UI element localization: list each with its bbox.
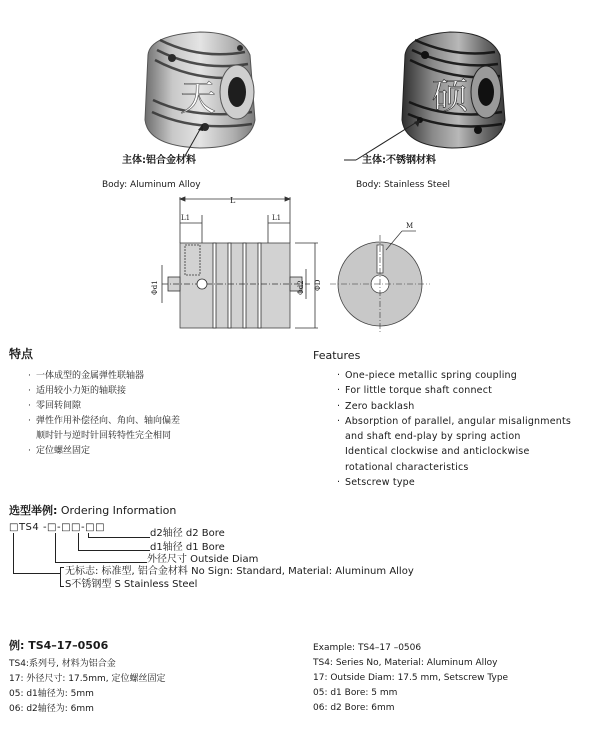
product-label-cn-ss: 主体:不锈钢材料 [362, 155, 436, 166]
ordering-line-d1: d1轴径 d1 Bore [150, 542, 225, 553]
stainless-coupling-image [402, 32, 505, 148]
aluminum-coupling-image [145, 32, 255, 148]
list-item: · 弹性作用补偿径向、角向、轴向偏差 [26, 414, 286, 429]
product-label-en-ss: Body: Stainless Steel [356, 180, 451, 190]
list-item: 顺时针与逆时针回转特性完全相同 [36, 431, 172, 441]
example-en-title: Example: TS4–17 –0506 [313, 643, 422, 653]
dim-L1-right: L1 [272, 214, 282, 222]
ordering-line-d2: d2轴径 d2 Bore [150, 528, 225, 539]
list-item: · 一体成型的金属弹性联轴器 [26, 369, 286, 384]
example-en-line: 05: d1 Bore: 5 mm [313, 688, 398, 698]
list-item: · Zero backlash [335, 399, 580, 414]
dim-D: ΦD [314, 279, 322, 291]
list-item: Identical clockwise and anticlockwise rotational characteristics [345, 446, 530, 473]
ordering-line-diam: 外径尺寸 Outside Diam [147, 554, 259, 565]
product-photos [0, 0, 590, 200]
emboss-char-alu: 天 [180, 78, 217, 119]
example-cn-line: TS4:系列号, 材料为铝合金 [9, 659, 116, 669]
list-item: · For little torque shaft connect [335, 383, 580, 398]
product-label-cn-alu: 主体:铝合金材料 [122, 155, 196, 166]
technical-drawing [150, 195, 450, 335]
dim-M: M [406, 222, 414, 230]
product-label-en-alu: Body: Aluminum Alloy [102, 180, 201, 190]
example-en-line: TS4: Series No, Material: Aluminum Alloy [313, 658, 498, 668]
dim-d1: Φd1 [151, 280, 159, 295]
end-view [330, 231, 430, 333]
dim-L: L [230, 196, 236, 205]
features-cn-title: 特点 [9, 347, 34, 361]
example-cn-line: 06: d2轴径为: 6mm [9, 704, 94, 714]
list-item: · Setscrew type [335, 475, 580, 490]
emboss-char-ss: 硕 [432, 76, 469, 117]
ordering-line-standard: 无标志: 标准型, 铝合金材料 No Sign: Standard, Material: Aluminum Alloy [65, 566, 414, 577]
ordering-title: 选型举例: Ordering Information [9, 504, 177, 517]
features-cn-list [26, 369, 286, 459]
example-cn-line: 17: 外径尺寸: 17.5mm, 定位螺丝固定 [9, 674, 166, 684]
example-en-line: 06: d2 Bore: 6mm [313, 703, 395, 713]
example-cn-line: 05: d1轴径为: 5mm [9, 689, 94, 699]
ordering-line-stainless: S不锈钢型 S Stainless Steel [65, 579, 198, 590]
features-en-list [335, 368, 580, 490]
dim-d2: Φd2 [297, 280, 305, 295]
example-en-line: 17: Outside Diam: 17.5 mm, Setscrew Type [313, 673, 509, 683]
features-en-title: Features [313, 349, 361, 362]
dim-L1-left: L1 [181, 214, 191, 222]
list-item: · 适用较小力矩的轴联接 [26, 384, 286, 399]
ordering-code: □TS4 -□-□□-□□ [9, 522, 106, 533]
list-item: · 零回转间隙 [26, 399, 286, 414]
list-item: · One-piece metallic spring coupling [335, 368, 580, 383]
list-item: · Absorption of parallel, angular misalignments and shaft end-play by spring action [335, 414, 580, 445]
example-cn-title: 例: TS4–17–0506 [9, 639, 109, 652]
list-item: · 定位螺丝固定 [26, 444, 286, 459]
